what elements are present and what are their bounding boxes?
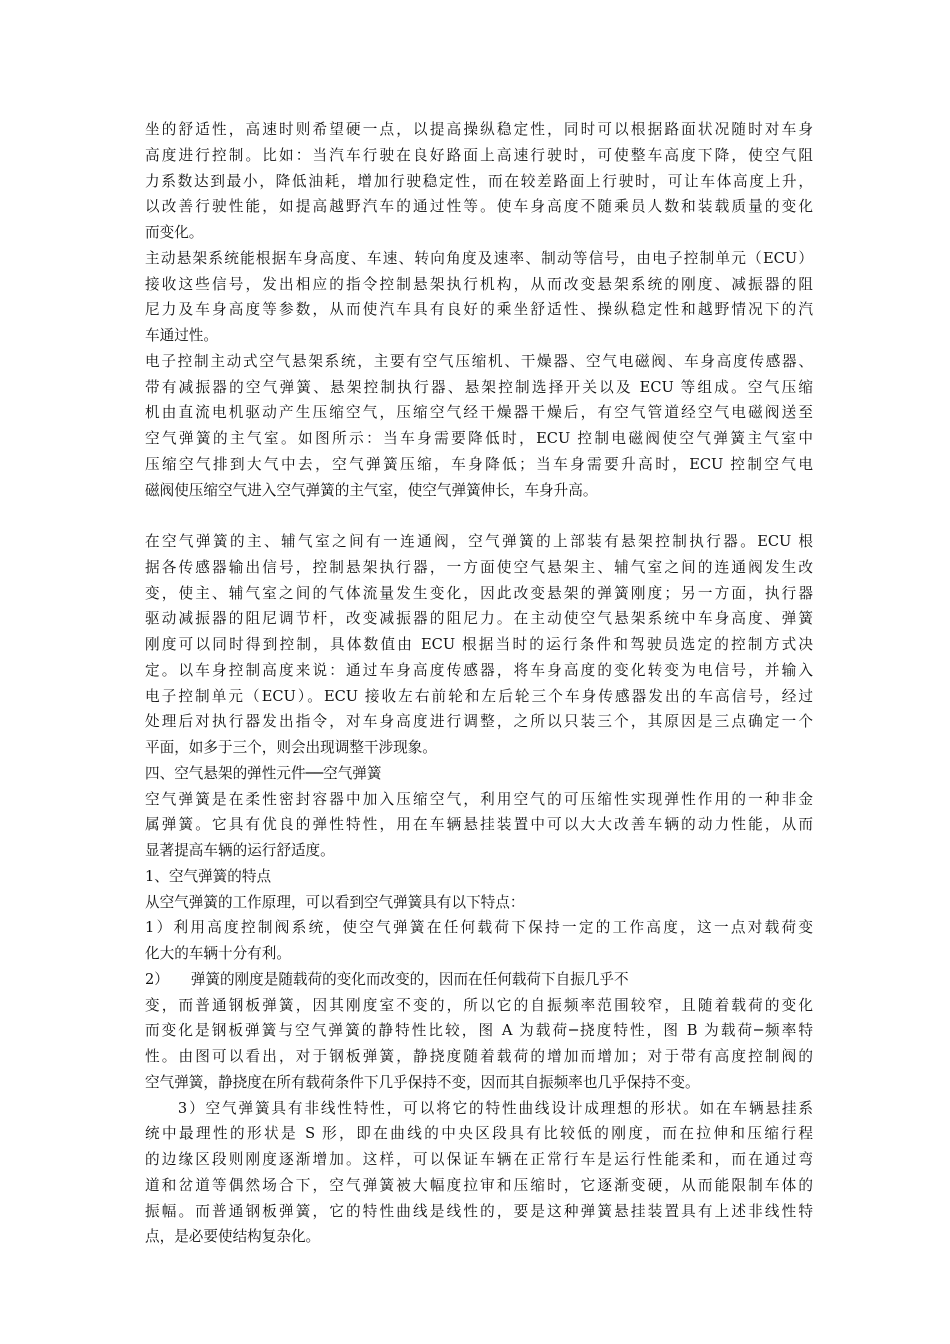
text-line: 在空气弹簧的主、辅气室之间有一连通阀，空气弹簧的上部装有悬架控制执行器。ECU 根 [145,533,813,550]
text-line: 的边缘区段则刚度逐渐增加。这样，可以保证车辆在正常行车是运行性能柔和，而在通过弯 [145,1151,813,1168]
text-line: 机由直流电机驱动产生压缩空气，压缩空气经干燥器干燥后，有空气管道经空气电磁阀送至 [145,404,813,422]
paragraph-connecting-valve [145,529,813,761]
text-line: 车通过性。 [145,327,218,344]
text-line: 定。以车身控制高度来说：通过车身高度传感器，将车身高度的变化转变为电信号，并输入 [145,661,813,679]
text-line: 据各传感器输出信号，控制悬架执行器，一方面使空气悬架主、辅气室之间的连通阀发生改 [145,558,813,576]
text-line: 3）空气弹簧具有非线性特性，可以将它的特性曲线设计成理想的形状。如在车辆悬挂系 [145,1099,813,1117]
text-line: 性。由图可以看出，对于钢板弹簧，静挠度随着载荷的增加而增加；对于带有高度控制阀的 [145,1048,813,1065]
section-heading [145,761,813,787]
text-line: 以改善行驶性能，如提高越野汽车的通过性等。使车身高度不随乘员人数和装载质量的变化 [145,198,813,216]
text-line: 属弹簧。它具有优良的弹性特性，用在车辆悬挂装置中可以大大改善车辆的动力性能，从而 [145,816,813,834]
text-line: 显著提高车辆的运行舒适度。 [145,842,335,859]
paragraph-electronic-control [145,349,813,504]
paragraph-feature-2 [145,967,813,1096]
text-line: 而变化是钢板弹簧与空气弹簧的静特性比较，图 A 为载荷─挠度特性，图 B 为载荷─频率特 [145,1022,813,1040]
text-line: 电子控制单元（ECU）。ECU 接收左右前轮和左后轮三个车身传感器发出的车高信号，经过 [145,687,813,705]
text-line: 处理后对执行器发出指令，对车身高度进行调整，之所以只装三个，其原因是三点确定一个 [145,713,813,731]
text-line: 刚度可以同时得到控制，具体数值由 ECU 根据当时的运行条件和驾驶员选定的控制方式决 [145,636,813,653]
text-line: 主动悬架系统能根据车身高度、车速、转向角度及速率、制动等信号，由电子控制单元（ECU） [145,249,813,267]
paragraph-spacer [145,503,813,529]
heading-line: 四、空气悬架的弹性元件──空气弹簧 [145,764,382,782]
text-line: 高度进行控制。比如：当汽车行驶在良好路面上高速行驶时，可使整车高度下降，使空气阻 [145,146,813,164]
text-line: 力系数达到最小，降低油耗，增加行驶稳定性，而在较差路面上行驶时，可让车体高度上升， [145,172,813,190]
heading-line: 1、空气弹簧的特点 [145,867,272,885]
paragraph-active-suspension [145,246,813,349]
text-line: 变，而普通钢板弹簧，因其刚度室不变的，所以它的自振频率范围较窄，且随着载荷的变化 [145,996,813,1014]
text-line: 空气弹簧是在柔性密封容器中加入压缩空气，利用空气的可压缩性实现弹性作用的一种非金 [145,790,813,808]
text-line: 空气弹簧的主气室。如图所示：当车身需要降低时，ECU 控制电磁阀使空气弹簧主气室中 [145,430,813,447]
text-line: 而变化。 [145,224,204,241]
text-line: 统中最理性的形状是 S 形，即在曲线的中央区段具有比较低的刚度，而在拉伸和压缩行程 [145,1125,813,1143]
paragraph-features-intro [145,890,813,916]
text-line: 化大的车辆十分有利。 [145,945,291,962]
text-line: 接收这些信号，发出相应的指令控制悬架执行机构，从而改变悬架系统的刚度、减振器的阻 [145,275,813,293]
text-line: 1）利用高度控制阀系统，使空气弹簧在任何载荷下保持一定的工作高度，这一点对载荷变 [145,919,813,937]
text-line: 空气弹簧，静挠度在所有载荷条件下几乎保持不变，因而其自振频率也几乎保持不变。 [145,1073,700,1091]
text-line: 电子控制主动式空气悬架系统，主要有空气压缩机、干燥器、空气电磁阀、车身高度传感器、 [145,352,813,370]
text-line: 振幅。而普通钢板弹簧，它的特性曲线是线性的，要是这种弹簧悬挂装置具有上述非线性特 [145,1202,813,1220]
text-line: 平面，如多于三个，则会出现调整干涉现象。 [145,739,437,756]
text-line: 压缩空气排到大气中去，空气弹簧压缩，车身降低；当车身需要升高时，ECU 控制空气电 [145,455,813,473]
subsection-heading [145,864,813,890]
text-line: 点，是必要使结构复杂化。 [145,1228,321,1246]
text-line: 变，使主、辅气室之间的气体流量发生变化，因此改变悬架的弹簧刚度；另一方面，执行器 [145,584,813,602]
paragraph-ride-comfort [145,117,813,246]
text-line: 尼力及车身高度等参数，从而使汽车具有良好的乘坐舒适性、操纵稳定性和越野情况下的汽 [145,301,813,319]
text-line: 带有减振器的空气弹簧、悬架控制执行器、悬架控制选择开关以及 ECU 等组成。空气压缩 [145,378,813,396]
text-line: 坐的舒适性，高速时则希望硬一点，以提高操纵稳定性，同时可以根据路面状况随时对车身 [145,121,813,138]
document-body [145,117,813,1250]
text-line: 驱动减振器的阻尼调节杆，改变减振器的阻尼力。在主动使空气悬架系统中车身高度、弹簧 [145,610,813,628]
text-line: 道和岔道等偶然场合下，空气弹簧被大幅度拉审和压缩时，它逐渐变硬，从而能限制车体的 [145,1176,813,1194]
text-line: 从空气弹簧的工作原理，可以看到空气弹簧具有以下特点： [145,893,525,911]
paragraph-feature-1 [145,915,813,967]
text-line: 磁阀使压缩空气进入空气弹簧的主气室，使空气弹簧伸长，车身升高。 [145,481,598,499]
paragraph-air-spring-definition [145,787,813,864]
paragraph-feature-3 [145,1096,813,1251]
text-line: 2） 弹簧的刚度是随载荷的变化而改变的，因而在任何载荷下自振几乎不 [145,970,629,988]
